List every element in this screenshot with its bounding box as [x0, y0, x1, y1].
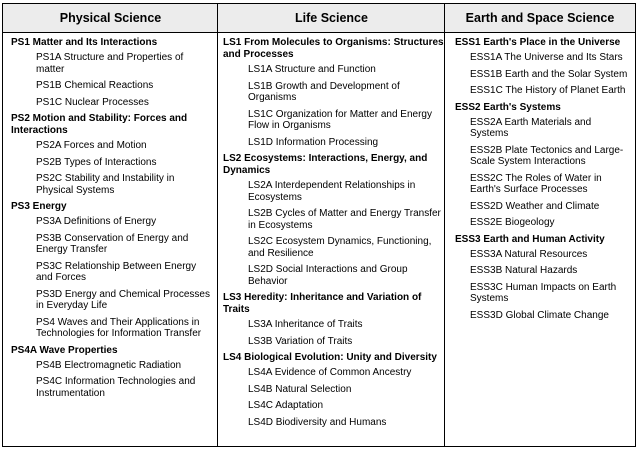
list-item: PS3A Definitions of Energy	[36, 216, 157, 227]
heading-ls4: LS4 Biological Evolution: Unity and Diversity	[223, 352, 437, 363]
heading-ls2: LS2 Ecosystems: Interactions, Energy, and Dynamics	[223, 153, 428, 176]
physical-science-column	[11, 37, 211, 404]
list-item: LS1D Information Processing	[248, 136, 379, 148]
heading-ps2: PS2 Motion and Stability: Forces and Interactions	[11, 113, 188, 136]
list-item: PS2C Stability and Instability in Physical Systems	[36, 173, 175, 196]
life-science-column	[223, 37, 445, 433]
list-item: PS4B Electromagnetic Radiation	[36, 359, 182, 371]
list-item: LS2D Social Interactions and Group Behavior	[248, 264, 408, 287]
list-item: LS1B Growth and Development of Organisms	[248, 80, 400, 103]
heading-ls1: LS1 From Molecules to Organisms: Structures and Processes	[223, 37, 444, 60]
list-item: ESS2A Earth Materials and Systems	[470, 116, 592, 139]
list-item: LS4A Evidence of Common Ancestry	[248, 367, 412, 378]
list-item: LS2B Cycles of Matter and Energy Transfer in Ecosystems	[248, 208, 441, 231]
heading-ess1: ESS1 Earth's Place in the Universe	[455, 37, 621, 48]
list-item: PS4C Information Technologies and Instrumentation	[36, 376, 196, 399]
list-item: ESS3C Human Impacts on Earth Systems	[470, 281, 617, 304]
list-item: ESS3B Natural Hazards	[470, 265, 578, 276]
list-item: LS4C Adaptation	[248, 400, 324, 411]
list-item: ESS1C The History of Planet Earth	[470, 85, 626, 96]
list-item: LS3A Inheritance of Traits	[248, 319, 363, 330]
list-item: PS1C Nuclear Processes	[36, 96, 149, 108]
list-item: ESS2E Biogeology	[470, 217, 555, 228]
heading-ess3: ESS3 Earth and Human Activity	[455, 233, 605, 245]
heading-ess2: ESS2 Earth's Systems	[455, 101, 561, 113]
list-item: LS2C Ecosystem Dynamics, Functioning, and Resilience	[248, 236, 432, 259]
list-item: ESS3D Global Climate Change	[470, 309, 609, 321]
list-item: LS4B Natural Selection	[248, 383, 352, 395]
earth-space-science-column	[455, 37, 631, 326]
standards-table	[2, 3, 636, 447]
list-item: ESS2B Plate Tectonics and Large-Scale System Interactions	[470, 144, 624, 167]
list-item: ESS2C The Roles of Water in Earth's Surface Processes	[470, 172, 602, 195]
heading-ls3: LS3 Heredity: Inheritance and Variation of Traits	[223, 292, 422, 315]
list-item: LS4D Biodiversity and Humans	[248, 416, 387, 428]
heading-ps3: PS3 Energy	[11, 201, 67, 212]
list-item: PS1B Chemical Reactions	[36, 80, 154, 91]
list-item: PS4 Waves and Their Applications in Technologies for Information Transfer	[36, 316, 202, 339]
list-item: PS3B Conservation of Energy and Energy Transfer	[36, 232, 189, 255]
heading-ps4: PS4A Wave Properties	[11, 344, 118, 356]
list-item: ESS1A The Universe and Its Stars	[470, 52, 623, 63]
heading-ps1: PS1 Matter and Its Interactions	[11, 37, 158, 48]
header-physical-science: Physical Science	[3, 4, 218, 33]
list-item: LS3B Variation of Traits	[248, 335, 353, 347]
list-item: ESS2D Weather and Climate	[470, 200, 600, 212]
list-item: PS1A Structure and Properties of matter	[36, 52, 184, 75]
list-item: LS2A Interdependent Relationships in Ecosystems	[248, 180, 416, 203]
list-item: PS2A Forces and Motion	[36, 140, 147, 151]
header-life-science: Life Science	[218, 4, 445, 33]
list-item: PS2B Types of Interactions	[36, 156, 157, 168]
list-item: ESS3A Natural Resources	[470, 248, 588, 260]
list-item: LS1A Structure and Function	[248, 64, 376, 75]
list-item: PS3D Energy and Chemical Processes in Everyday Life	[36, 288, 210, 311]
list-item: ESS1B Earth and the Solar System	[470, 68, 628, 80]
column-divider	[217, 4, 218, 446]
list-item: LS1C Organization for Matter and Energy Flow in Organisms	[248, 108, 432, 131]
list-item: PS3C Relationship Between Energy and Forces	[36, 260, 197, 283]
header-earth-space-science: Earth and Space Science	[445, 4, 635, 33]
